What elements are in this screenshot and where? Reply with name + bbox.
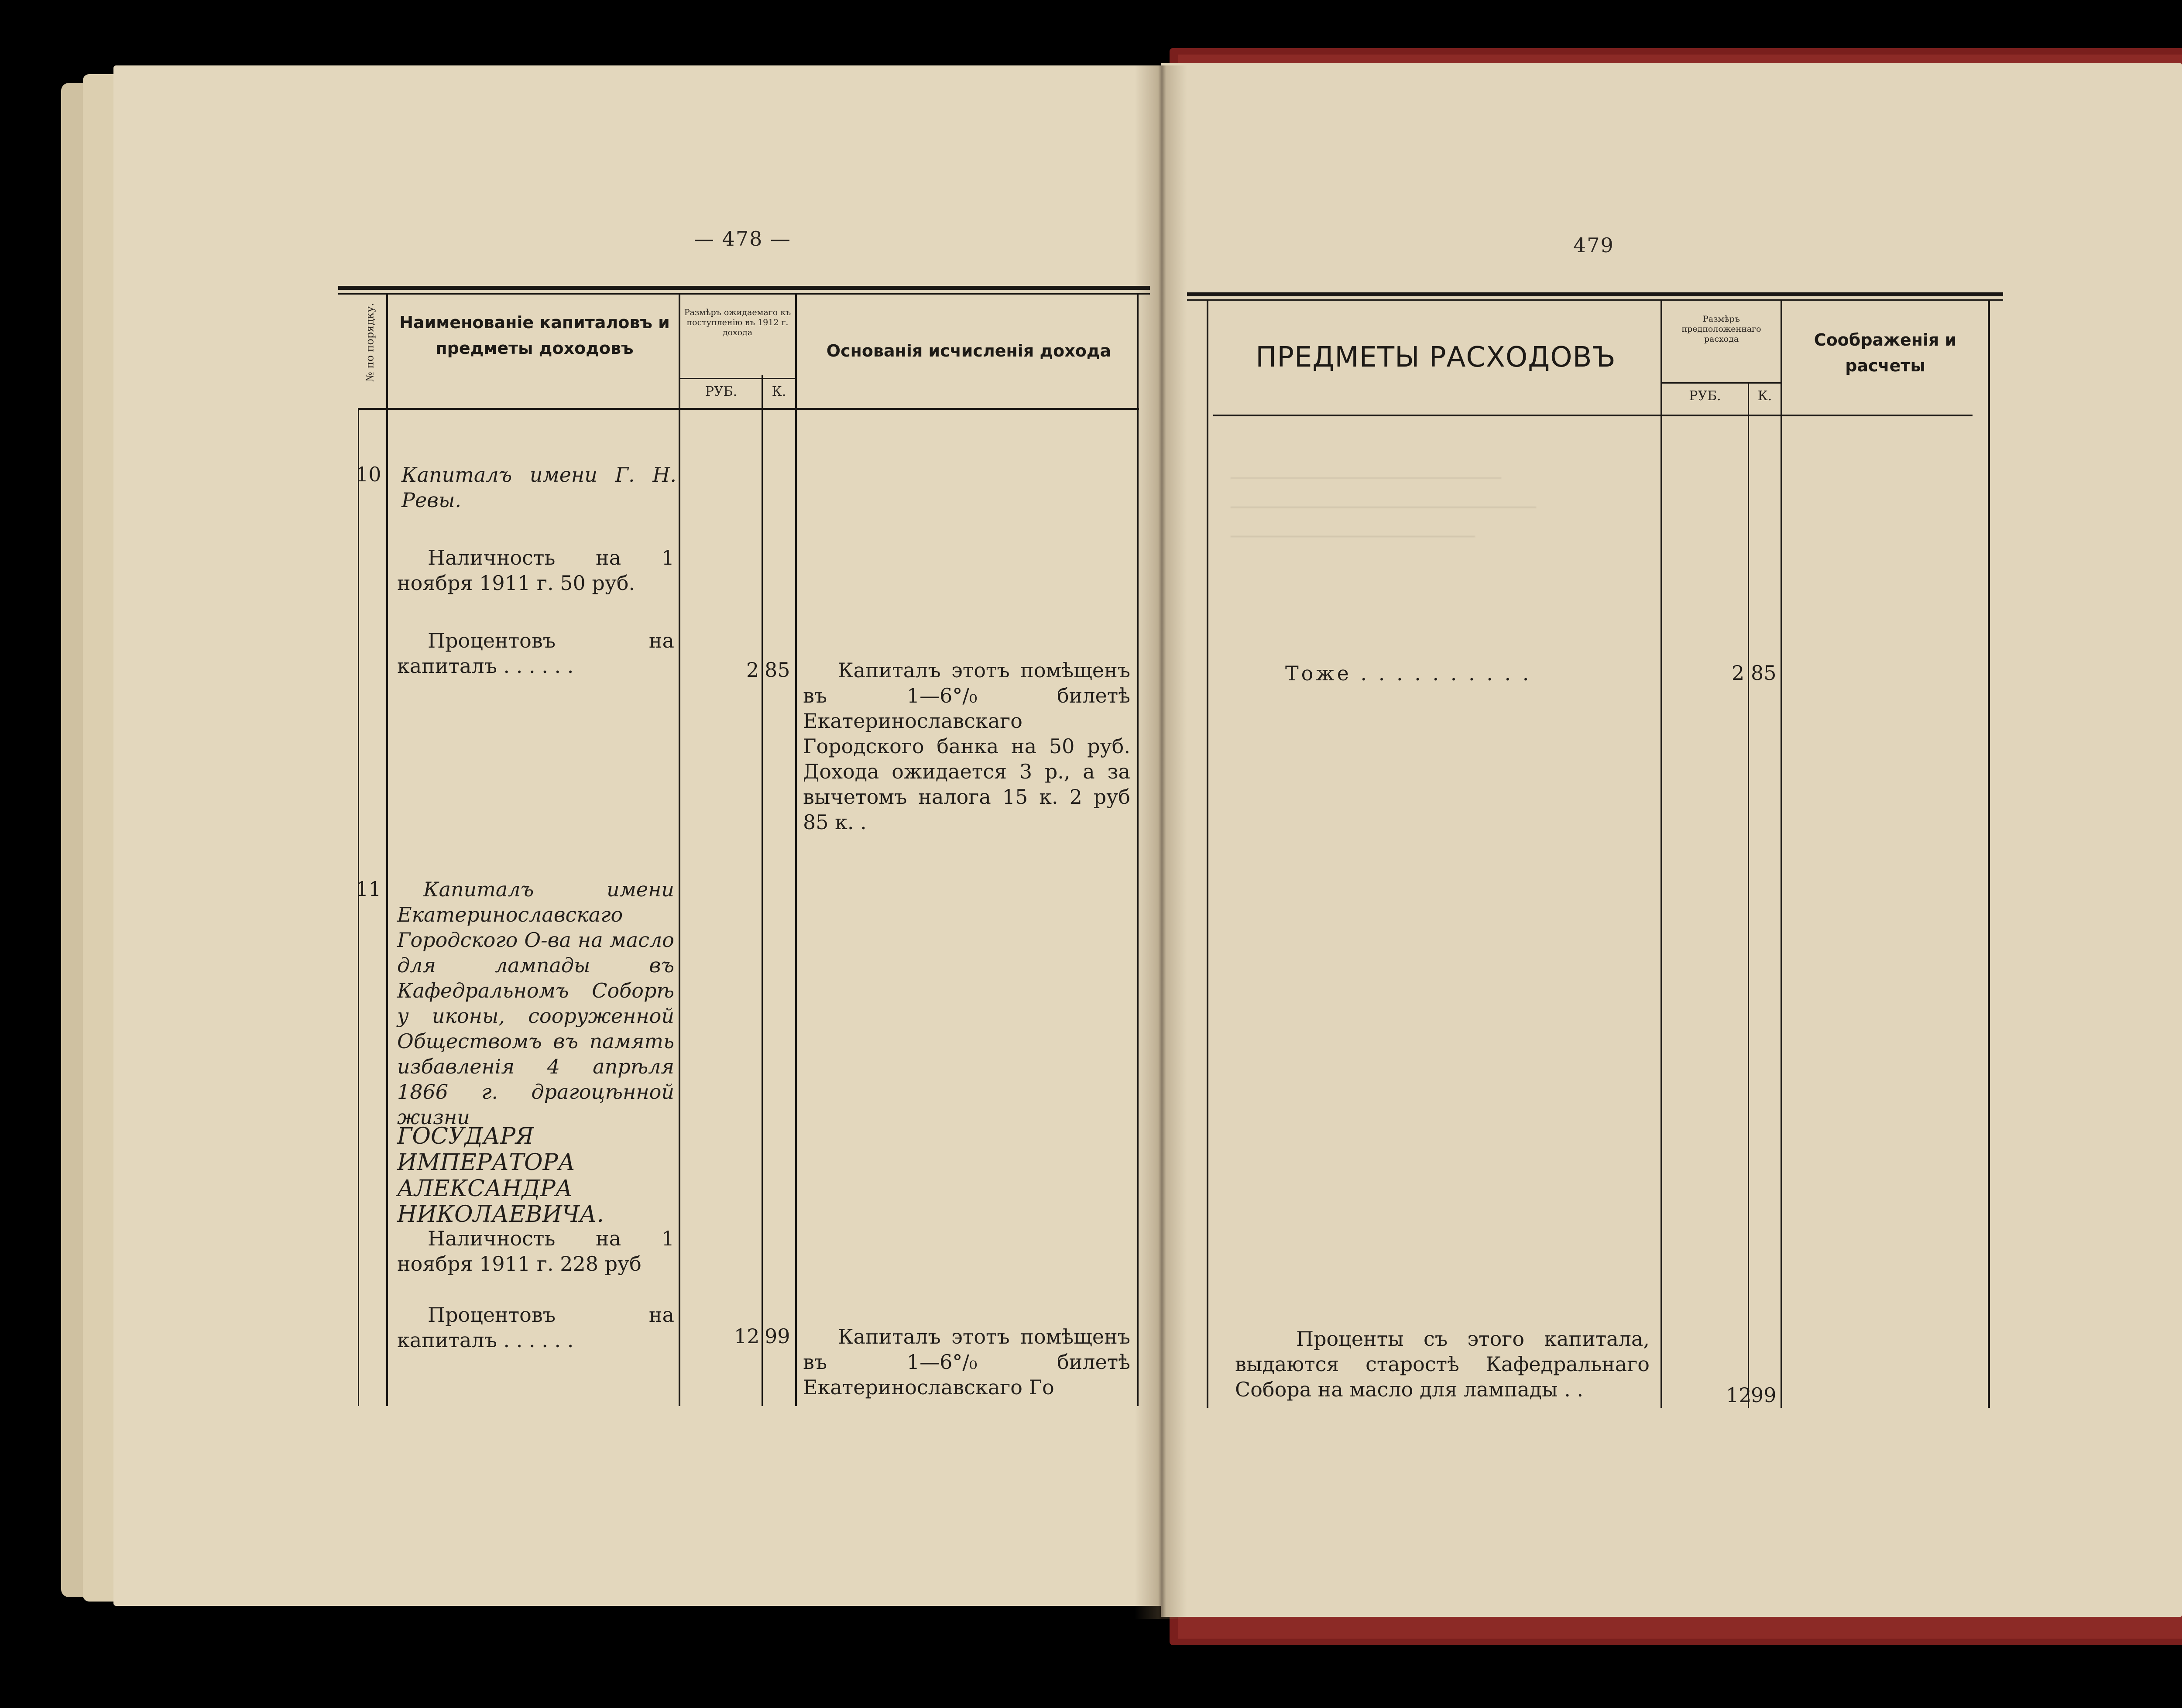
col-line-right-5	[1988, 299, 1990, 1408]
amount-kop: 85	[765, 658, 790, 682]
capital-balance: Наличность на 1 ноября 1911 г. 228 руб	[397, 1227, 674, 1276]
page-number-left: — 478 —	[694, 227, 792, 250]
income-basis-text: Капиталъ этотъ помѣщенъ въ 1—6°/₀ билетѣ Екатеринославскаго Городского банка на 50 руб. Дохода ожидается 3 р., а за вычетомъ налога 15 к. 2 руб 85 к. .	[803, 659, 1130, 834]
col-line-right-4	[1781, 299, 1782, 1408]
col-line-left-2	[679, 293, 680, 1406]
book-gutter	[1135, 65, 1187, 1619]
capital-title: Капиталъ имени Г. Н. Ревы.	[401, 463, 676, 512]
subheader-rule-right	[1661, 382, 1781, 384]
header-rub: РУБ.	[705, 384, 738, 399]
header-capital-names: Наименованіе капиталовъ и предметы доходовъ	[399, 313, 670, 358]
row-number: 10	[356, 463, 381, 486]
col-line-left-4	[795, 293, 797, 1406]
header-income-basis: Основанія исчисленія дохода	[826, 341, 1112, 360]
amount-rub: 12	[1726, 1383, 1752, 1407]
col-line-right-1	[1207, 299, 1208, 1408]
capital-title: Капиталъ имени Екатеринославскаго Городского О-ва на масло для лампады въ Кафедральномъ Соборѣ у иконы, сооруженной Обществомъ въ память избавленія 4 апрѣля 1866 г. драгоцѣнной жизни	[397, 878, 674, 1129]
amount-rub: 2	[746, 658, 759, 682]
col-line-left-3	[762, 375, 763, 1406]
header-expense-items: ПРЕДМЕТЫ РАСХОДОВЪ	[1256, 341, 1616, 374]
header-kop: К.	[1757, 388, 1772, 404]
top-rule-left	[338, 286, 1150, 290]
expense-item-text: Проценты съ этого капитала, выдаются старостѣ Кафедральнаго Собора на масло для лампады . .	[1235, 1327, 1650, 1401]
capital-title-emperor: ГОСУДАРЯ ИМПЕРАТОРА АЛЕКСАНДРА НИКОЛАЕВИЧА.	[397, 1123, 604, 1228]
interest-label: Процентовъ на капиталъ . . . . . .	[397, 629, 674, 678]
interest-label: Процентовъ на капиталъ . . . . . .	[397, 1303, 674, 1352]
top-rule-left-thin	[338, 293, 1150, 295]
amount-kop: 85	[1751, 661, 1777, 685]
col-line-left-0	[358, 410, 359, 1406]
header-rule-right	[1213, 415, 1973, 416]
page-number-right: 479	[1573, 233, 1614, 257]
capital-balance: Наличность на 1 ноября 1911 г. 50 руб.	[397, 546, 674, 595]
top-rule-right-thin	[1187, 299, 2003, 301]
row-number: 11	[356, 877, 381, 901]
amount-rub: 12	[734, 1324, 760, 1348]
col-line-right-3	[1748, 382, 1749, 1408]
subheader-rule-left	[679, 378, 796, 379]
amount-kop: 99	[765, 1324, 790, 1348]
header-kop: К.	[772, 384, 786, 399]
show-through-right	[1231, 463, 1580, 1117]
header-rub: РУБ.	[1689, 388, 1721, 404]
col-line-right-2	[1661, 299, 1662, 1408]
income-basis-text: Капиталъ этотъ помѣщенъ въ 1—6°/₀ билетѣ Екатеринославскаго Го	[803, 1325, 1130, 1399]
header-notes: Соображенія и расчеты	[1814, 330, 1957, 375]
header-planned-expense: Размѣръ предположеннаго расхода	[1681, 314, 1761, 344]
header-order-number: № по порядку.	[364, 302, 376, 382]
top-rule-right	[1187, 292, 2003, 296]
header-expected-income: Размѣръ ожидаемаго къ поступленію въ 1912 г. дохода	[684, 308, 791, 337]
col-line-left-1	[386, 293, 388, 1406]
amount-kop: 99	[1751, 1383, 1777, 1407]
expense-item-text: Тоже . . . . . . . . . .	[1285, 662, 1532, 685]
header-rule-left	[358, 408, 1139, 410]
amount-rub: 2	[1732, 661, 1745, 685]
col-line-left-5	[1137, 293, 1139, 1406]
